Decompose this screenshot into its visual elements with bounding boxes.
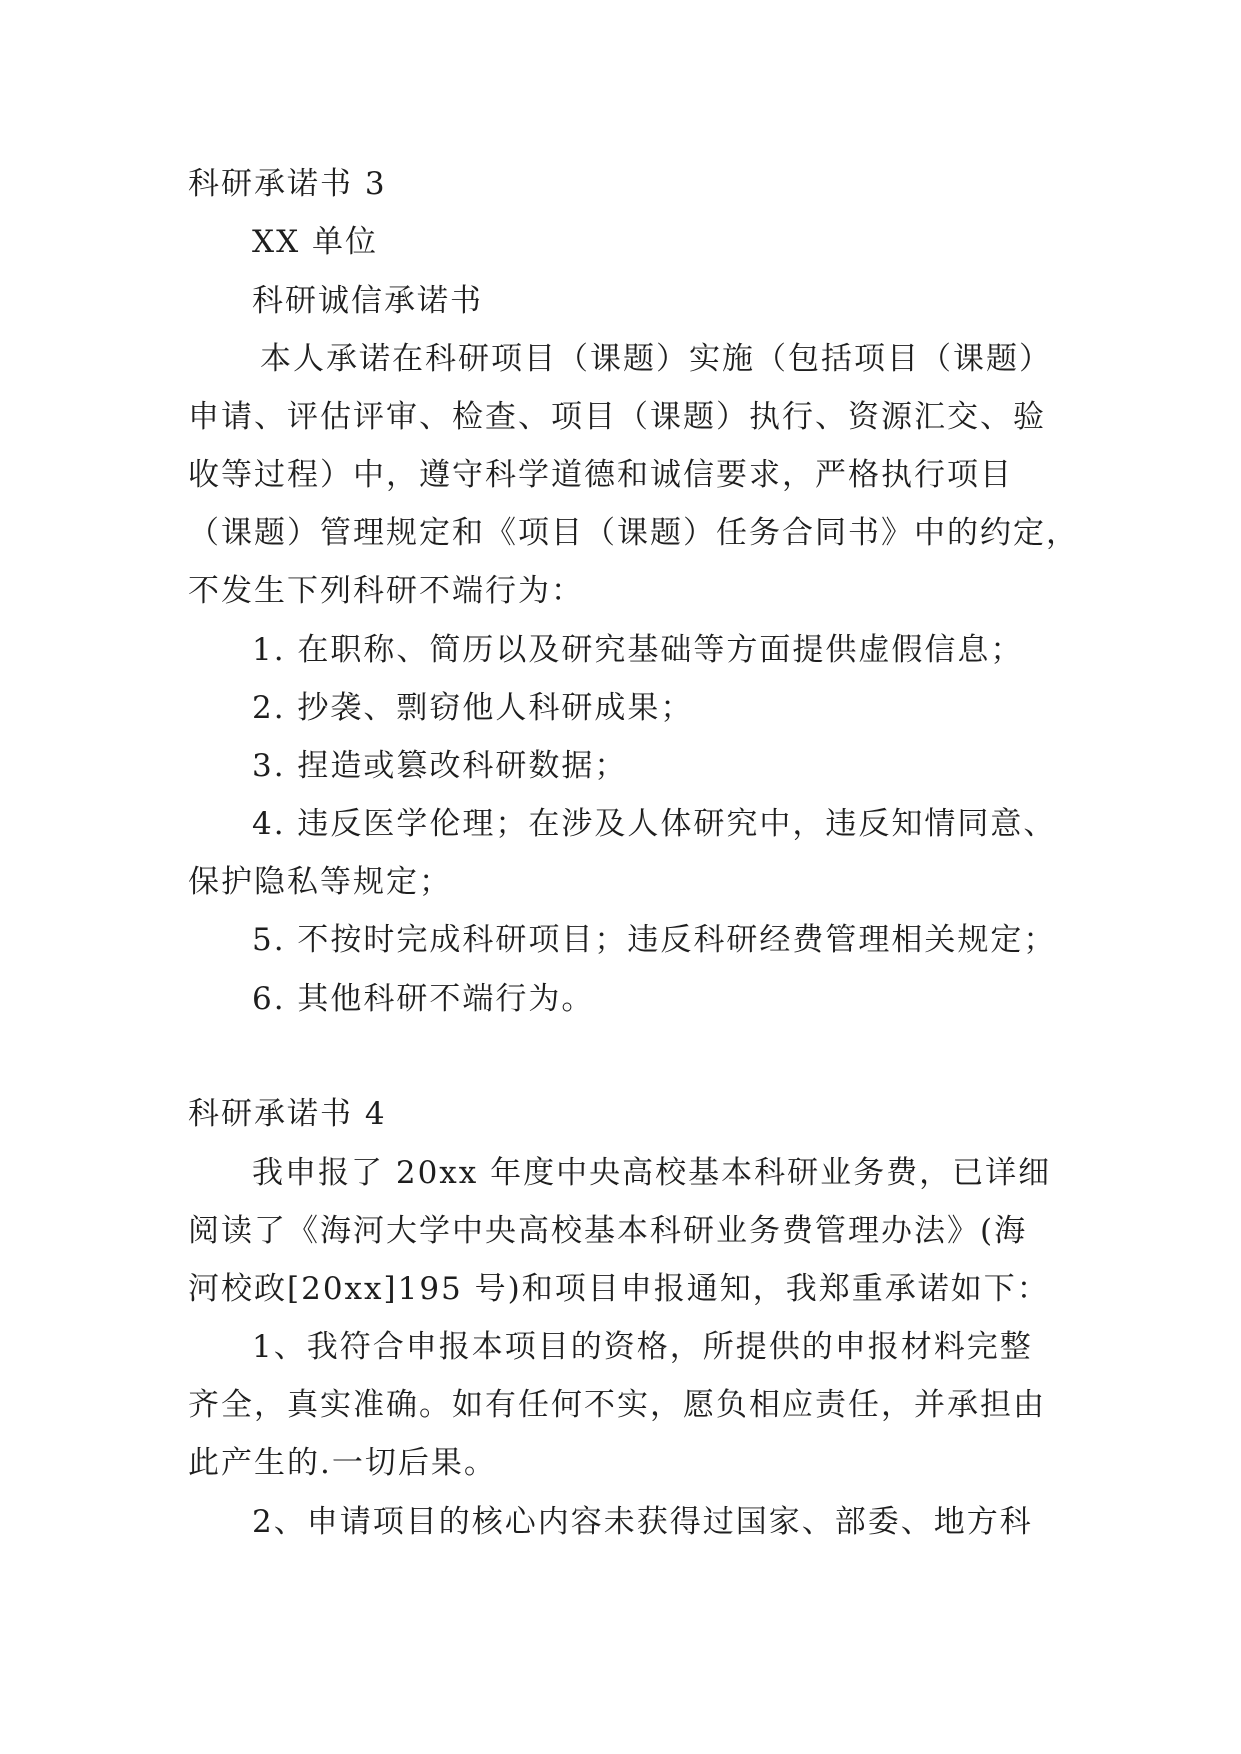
list-item: 2. 抄袭、剽窃他人科研成果； [252,690,694,726]
section3-title: 科研诚信承诺书 [252,283,483,319]
list-item: 保护隐私等规定； [188,864,452,900]
section4-paragraph-line: 齐全，真实准确。如有任何不实，愿负相应责任，并承担由 [188,1387,1046,1423]
section4-paragraph-line: 我申报了 20xx 年度中央高校基本科研业务费，已详细 [252,1155,1052,1191]
section3-intro-line: 本人承诺在科研项目（课题）实施（包括项目（课题） [260,341,1052,377]
list-item: 4. 违反医学伦理；在涉及人体研究中，违反知情同意、 [252,806,1057,842]
section3-heading: 科研承诺书 3 [188,166,387,202]
list-item: 6. 其他科研不端行为。 [252,981,595,1017]
section4-paragraph-line: 1、我符合申报本项目的资格，所提供的申报材料完整 [252,1329,1033,1365]
section4-paragraph-line: 2、申请项目的核心内容未获得过国家、部委、地方科 [252,1504,1033,1540]
section3-intro-line: 申请、评估评审、检查、项目（课题）执行、资源汇交、验 [188,399,1046,435]
list-item: 3. 捏造或篡改科研数据； [252,748,628,784]
section3-unit: XX 单位 [252,224,378,260]
section3-intro-line: 不发生下列科研不端行为： [188,573,584,609]
section4-paragraph-line: 此产生的.一切后果。 [188,1445,497,1481]
section3-intro-line: 收等过程）中，遵守科学道德和诚信要求，严格执行项目 [188,457,1013,493]
section4-paragraph-line: 河校政[20xx]195 号)和项目申报通知，我郑重承诺如下： [188,1271,1050,1307]
list-item: 1. 在职称、简历以及研究基础等方面提供虚假信息； [252,632,1024,668]
section4-paragraph-line: 阅读了《海河大学中央高校基本科研业务费管理办法》(海 [188,1213,1028,1249]
section3-intro-line: （课题）管理规定和《项目（课题）任务合同书》中的约定， [188,515,1079,551]
list-item: 5. 不按时完成科研项目；违反科研经费管理相关规定； [252,922,1057,958]
section4-heading: 科研承诺书 4 [188,1096,387,1132]
